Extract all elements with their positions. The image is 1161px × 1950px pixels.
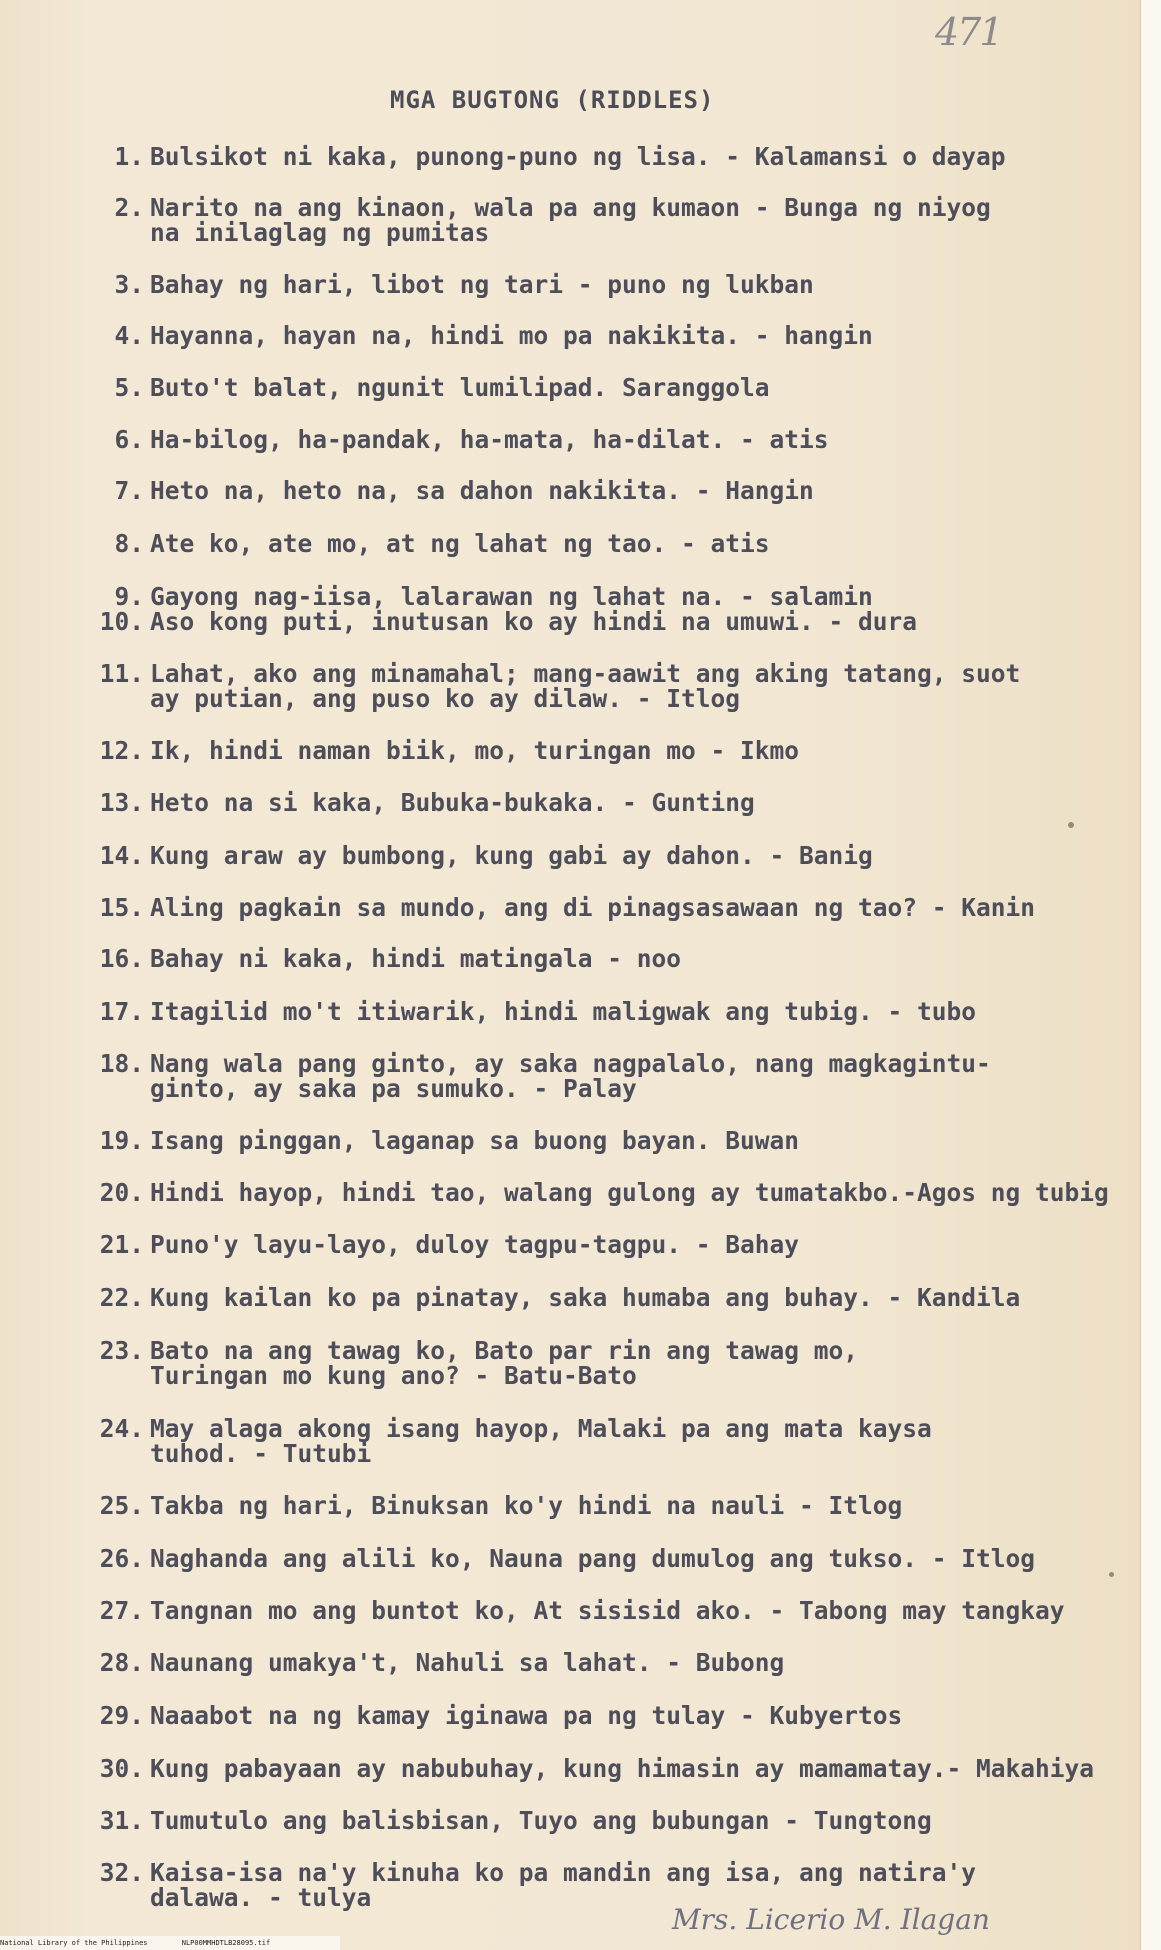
riddle-number: 32. <box>99 1858 144 1887</box>
riddle-number: 27. <box>99 1596 144 1625</box>
riddle-text: Heto na, heto na, sa dahon nakikita. - Hangin <box>150 476 814 505</box>
riddle-text: Aling pagkain sa mundo, ang di pinagsasawaan ng tao? - Kanin <box>150 893 1036 922</box>
riddle-text: Bahay ng hari, libot ng tari - puno ng lukban <box>150 270 814 299</box>
riddle-text: Buto't balat, ngunit lumilipad. Saranggola <box>150 373 770 402</box>
riddle-number: 24. <box>99 1414 144 1443</box>
riddle-text: Naghanda ang alili ko, Nauna pang dumulog ang tukso. - Itlog <box>150 1544 1036 1573</box>
riddle-text: Bulsikot ni kaka, punong-puno ng lisa. - Kalamansi o dayap <box>150 142 1006 171</box>
paper-speck <box>1109 1572 1114 1577</box>
riddle-text: Gayong nag-iisa, lalarawan ng lahat na. - salamin <box>150 582 873 611</box>
riddle-text: Tangnan mo ang buntot ko, At sisisid ako. - Tabong may tangkay <box>150 1596 1065 1625</box>
riddle-text: Kung pabayaan ay nabubuhay, kung himasin ay mamamatay.- Makahiya <box>150 1754 1095 1783</box>
riddle-number: 18. <box>99 1049 144 1078</box>
riddle-number: 23. <box>99 1336 144 1365</box>
riddle-number: 2. <box>114 193 144 222</box>
riddle-text: Lahat, ako ang minamahal; mang-aawit ang aking tatang, suot ay putian, ang puso ko ay dilaw. - Itlog <box>150 659 1021 713</box>
riddle-number: 7. <box>114 476 144 505</box>
riddle-number: 30. <box>99 1754 144 1783</box>
riddle-number: 1. <box>114 142 144 171</box>
riddle-number: 20. <box>99 1178 144 1207</box>
riddle-text: Puno'y layu-layo, duloy tagpu-tagpu. - Bahay <box>150 1230 800 1259</box>
riddle-text: Hindi hayop, hindi tao, walang gulong ay tumatakbo.-Agos ng tubig <box>150 1178 1109 1207</box>
riddle-text: Heto na si kaka, Bubuka-bukaka. - Gunting <box>150 788 755 817</box>
riddle-text: Narito na ang kinaon, wala pa ang kumaon - Bunga ng niyog na inilaglag ng pumitas <box>150 193 991 247</box>
archive-footer <box>0 1936 340 1950</box>
riddle-text: Naaabot na ng kamay iginawa pa ng tulay - Kubyertos <box>150 1701 903 1730</box>
riddle-number: 16. <box>99 944 144 973</box>
riddle-text: May alaga akong isang hayop, Malaki pa ang mata kaysa tuhod. - Tutubi <box>150 1414 932 1468</box>
riddle-text: Itagilid mo't itiwarik, hindi maligwak ang tubig. - tubo <box>150 997 977 1026</box>
riddle-number: 8. <box>114 529 144 558</box>
riddle-text: Bato na ang tawag ko, Bato par rin ang tawag mo, Turingan mo kung ano? - Batu-Bato <box>150 1336 859 1390</box>
handwritten-page-number: 471 <box>935 10 1002 54</box>
footer-library: National Library of the Philippines <box>0 1939 148 1947</box>
riddle-text: Isang pinggan, laganap sa buong bayan. Buwan <box>150 1126 800 1155</box>
riddle-number: 3. <box>114 270 144 299</box>
riddle-text: Bahay ni kaka, hindi matingala - noo <box>150 944 682 973</box>
riddle-text: Ha-bilog, ha-pandak, ha-mata, ha-dilat. - atis <box>150 425 829 454</box>
riddle-text: Kaisa-isa na'y kinuha ko pa mandin ang isa, ang natira'y dalawa. - tulya <box>150 1858 977 1912</box>
page-title: MGA BUGTONG (RIDDLES) <box>390 86 715 114</box>
riddle-number: 17. <box>99 997 144 1026</box>
riddle-text: Tumutulo ang balisbisan, Tuyo ang bubungan - Tungtong <box>150 1806 932 1835</box>
riddle-number: 19. <box>99 1126 144 1155</box>
riddle-number: 28. <box>99 1648 144 1677</box>
riddle-number: 12. <box>99 736 144 765</box>
riddle-number: 4. <box>114 321 144 350</box>
riddle-text: Takba ng hari, Binuksan ko'y hindi na nauli - Itlog <box>150 1491 903 1520</box>
riddle-text: Nang wala pang ginto, ay saka nagpalalo, nang magkagintu- ginto, ay saka pa sumuko. - Palay <box>150 1049 991 1103</box>
riddle-number: 13. <box>99 788 144 817</box>
riddle-number: 6. <box>114 425 144 454</box>
riddle-text: Kung araw ay bumbong, kung gabi ay dahon. - Banig <box>150 841 873 870</box>
riddle-number: 10. <box>99 607 144 636</box>
riddle-number: 26. <box>99 1544 144 1573</box>
riddle-number: 14. <box>99 841 144 870</box>
riddle-text: Ik, hindi naman biik, mo, turingan mo - Ikmo <box>150 736 800 765</box>
riddle-number: 11. <box>99 659 144 688</box>
riddle-text: Naunang umakya't, Nahuli sa lahat. - Bubong <box>150 1648 785 1677</box>
riddle-number: 25. <box>99 1491 144 1520</box>
riddle-text: Ate ko, ate mo, at ng lahat ng tao. - atis <box>150 529 770 558</box>
riddle-text: Aso kong puti, inutusan ko ay hindi na umuwi. - dura <box>150 607 918 636</box>
riddle-number: 9. <box>114 582 144 611</box>
riddle-number: 29. <box>99 1701 144 1730</box>
paper-speck <box>1068 822 1074 828</box>
riddle-number: 31. <box>99 1806 144 1835</box>
footer-file-id: NLP00MMHDTLB28095.tif <box>181 1939 271 1947</box>
riddle-number: 22. <box>99 1283 144 1312</box>
riddle-number: 15. <box>99 893 144 922</box>
riddle-text: Kung kailan ko pa pinatay, saka humaba ang buhay. - Kandila <box>150 1283 1021 1312</box>
signature: Mrs. Licerio M. Ilagan <box>672 1903 990 1936</box>
page-edge <box>1140 0 1161 1950</box>
riddle-text: Hayanna, hayan na, hindi mo pa nakikita. - hangin <box>150 321 873 350</box>
riddle-number: 21. <box>99 1230 144 1259</box>
riddle-number: 5. <box>114 373 144 402</box>
